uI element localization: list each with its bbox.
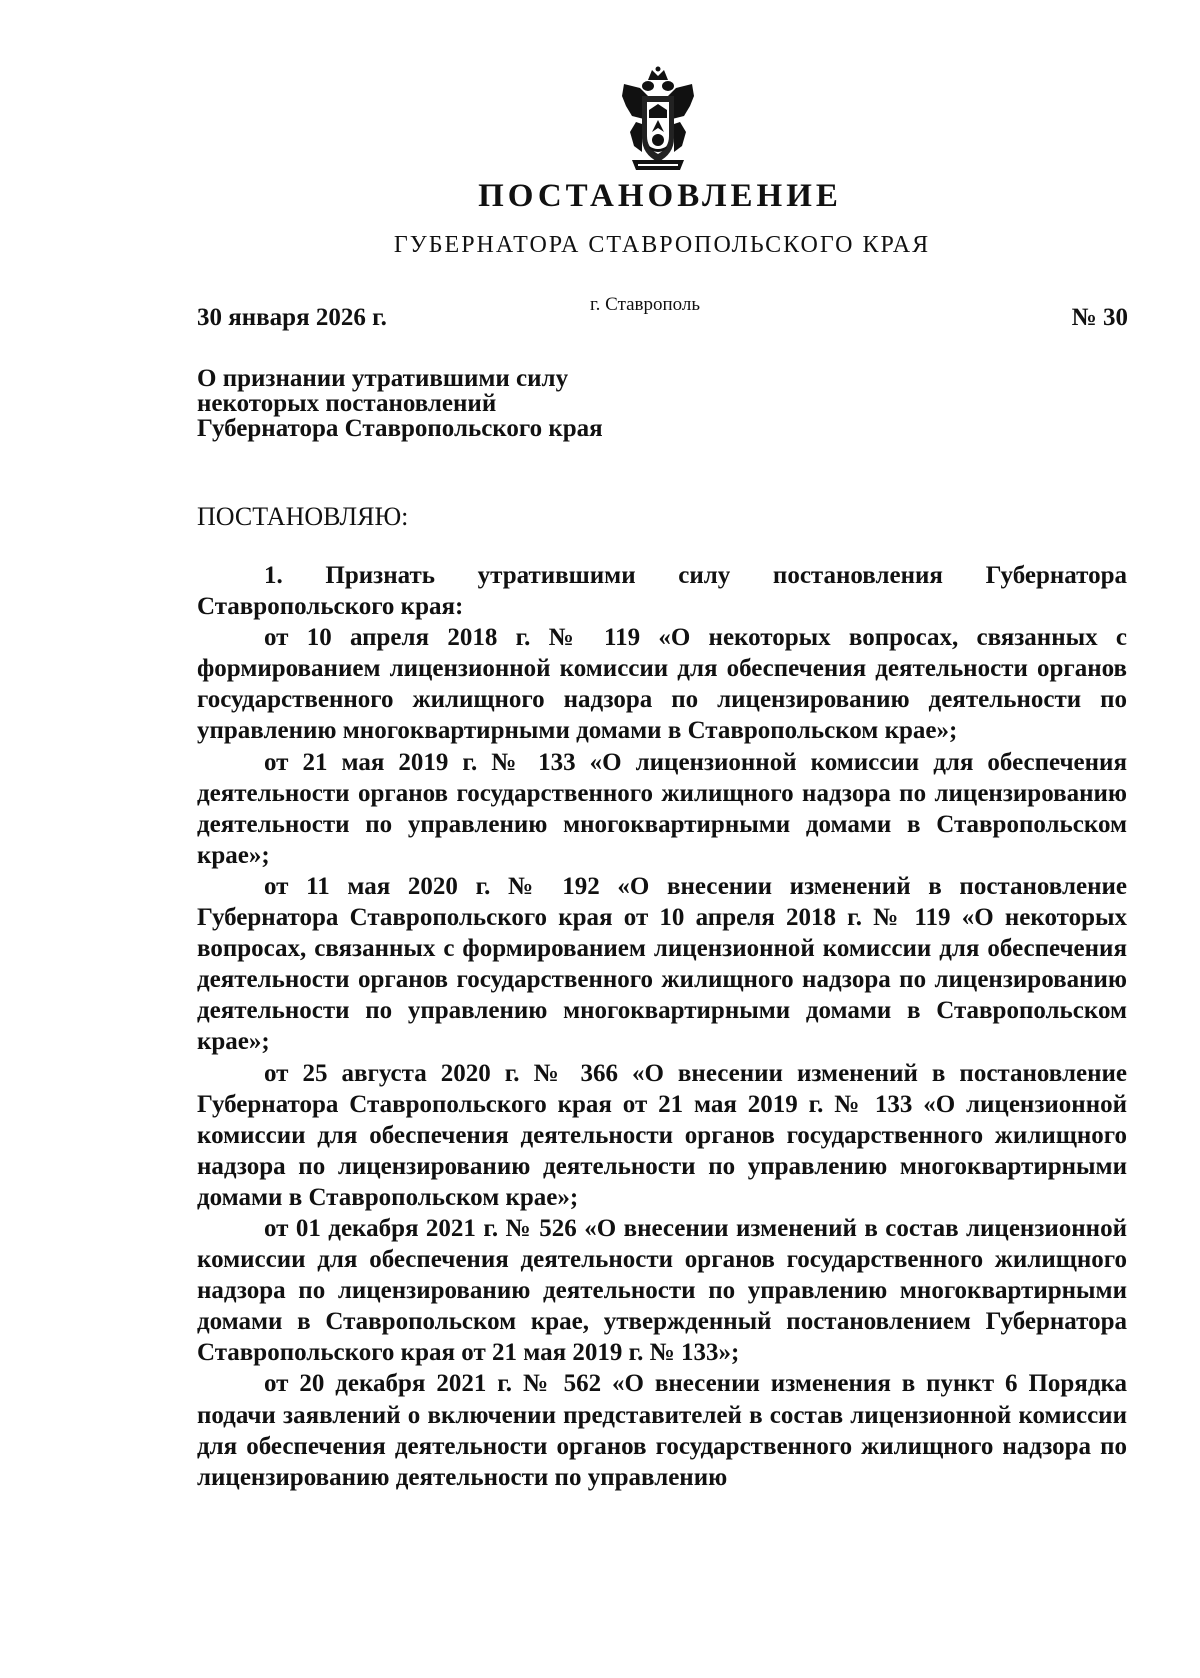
- subject-line: Губернатора Ставропольского края: [197, 415, 603, 442]
- body-paragraph: от 20 декабря 2021 г. № 562 «О внесении изменения в пункт 6 Порядка подачи заявлений о включении представителей в состав лицензионной комиссии для обеспечения деятельности органов государственного жилищного надзора по лицензированию деятельности по управлению: [197, 1370, 1127, 1491]
- body-paragraph: 1. Признать утратившими силу постановления Губернатора Ставропольского края:: [197, 562, 1127, 621]
- body-paragraph: от 10 апреля 2018 г. № 119 «О некоторых вопросах, связанных с формированием лицензионной комиссии для обеспечения деятельности органов государственного жилищного надзора по лицензированию деятельности по управлению многоквартирными домами в Ставропольском крае»;: [197, 624, 1127, 745]
- issuer-title: ГУБЕРНАТОРА СТАВРОПОЛЬСКОГО КРАЯ: [393, 232, 931, 258]
- body-paragraph: от 11 мая 2020 г. № 192 «О внесении изменений в постановление Губернатора Ставропольского края от 10 апреля 2018 г. № 119 «О некоторых вопросах, связанных с формированием лицензионной комиссии для обеспечения деятельности органов государственного жилищного надзора по лицензированию деятельности по управлению многоквартирными домами в Ставропольском крае»;: [197, 872, 1127, 1056]
- decree-heading: ПОСТАНОВЛЯЮ:: [197, 502, 409, 531]
- document-subject: [197, 366, 603, 441]
- document-city: г. Ставрополь: [590, 294, 701, 315]
- document-type-title: ПОСТАНОВЛЕНИЕ: [478, 178, 842, 214]
- body-paragraph: от 21 мая 2019 г. № 133 «О лицензионной комиссии для обеспечения деятельности органов государственного жилищного надзора по лицензированию деятельности по управлению многоквартирными домами в Ставропольском крае»;: [197, 748, 1127, 869]
- body-paragraph: от 01 декабря 2021 г. № 526 «О внесении изменений в состав лицензионной комиссии для обеспечения деятельности органов государственного жилищного надзора по лицензированию деятельности по управлению многоквартирными домами в Ставропольском крае, утвержденный постановлением Губернатора Ставропольского края от 21 мая 2019 г. № 133»;: [197, 1214, 1127, 1367]
- document-number: № 30: [1071, 304, 1128, 331]
- subject-line: О признании утратившими силу: [197, 365, 569, 392]
- coat-of-arms-icon: [618, 66, 698, 174]
- body-paragraph: от 25 августа 2020 г. № 366 «О внесении изменений в постановление Губернатора Ставропольского края от 21 мая 2019 г. № 133 «О лицензионной комиссии для обеспечения деятельности органов государственного жилищного надзора по лицензированию деятельности по управлению многоквартирными домами в Ставропольском крае»;: [197, 1059, 1127, 1211]
- document-body: [197, 560, 1127, 1493]
- document-date: 30 января 2026 г.: [197, 304, 387, 331]
- subject-line: некоторых постановлений: [197, 390, 497, 417]
